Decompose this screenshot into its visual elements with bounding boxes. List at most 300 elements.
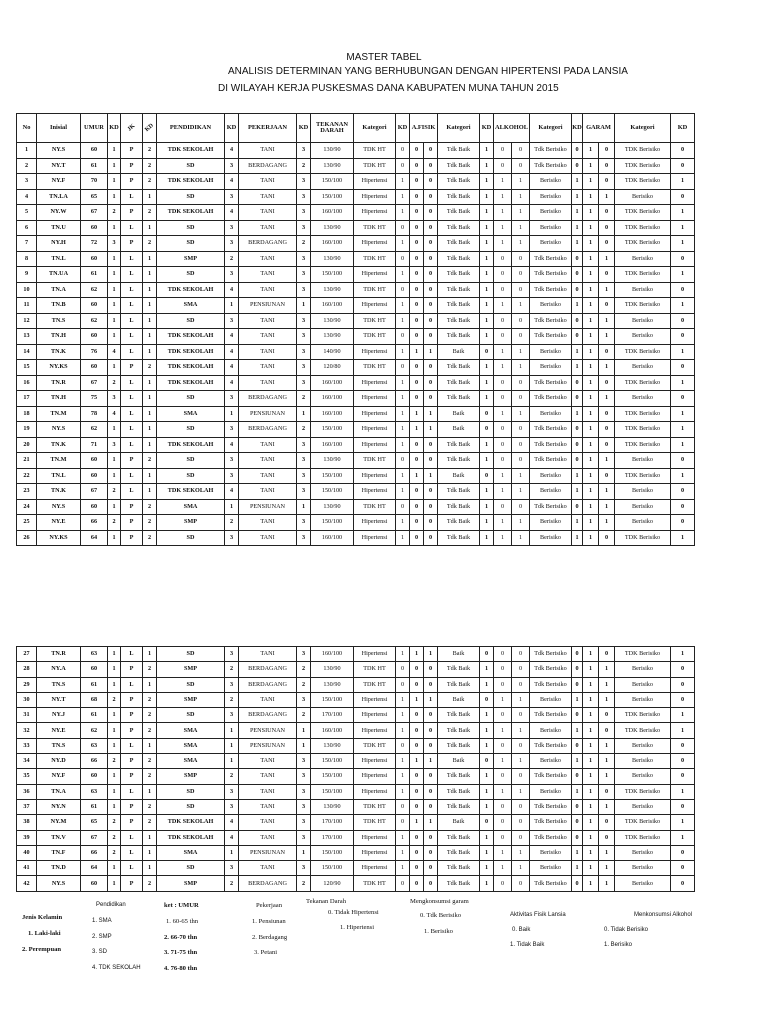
cell-alkohol-b: 0 <box>512 647 530 662</box>
cell-jk: P <box>121 815 143 830</box>
cell-kd-alkohol: 1 <box>572 515 583 531</box>
cell-kd-umur: 1 <box>108 738 121 753</box>
cell-kategori-garam: TDK Berisiko <box>615 344 671 360</box>
cell-kategori-alkohol: Berisiko <box>530 406 572 422</box>
cell-alkohol-b: 1 <box>512 861 530 876</box>
cell-jk: L <box>121 298 143 314</box>
cell-afisik-b: 0 <box>424 515 438 531</box>
cell-kd-garam: 1 <box>671 205 695 221</box>
cell-kategori-td: Hipertensi <box>354 708 396 723</box>
cell-kd-jk: 1 <box>143 484 157 500</box>
cell-kategori-fisik: Baik <box>438 815 480 830</box>
cell-tekanan-darah: 170/100 <box>311 708 354 723</box>
table-row <box>17 313 695 329</box>
cell-inisial: NY.F <box>37 769 81 784</box>
cell-kd-pendidikan: 3 <box>225 799 239 814</box>
cell-pekerjaan: BERDAGANG <box>239 391 297 407</box>
cell-kd-umur: 1 <box>108 468 121 484</box>
cell-jk: L <box>121 484 143 500</box>
cell-inisial: NY.J <box>37 708 81 723</box>
cell-afisik-b: 0 <box>424 784 438 799</box>
cell-tekanan-darah: 150/100 <box>311 515 354 531</box>
cell-kd-td: 1 <box>396 723 410 738</box>
cell-kd-pendidikan: 4 <box>225 360 239 376</box>
cell-kategori-alkohol: Tdk Berisiko <box>530 677 572 692</box>
cell-kategori-fisik: Tdk Baik <box>438 723 480 738</box>
cell-alkohol-a: 0 <box>494 422 512 438</box>
cell-pendidikan: SD <box>157 708 225 723</box>
cell-alkohol-a: 0 <box>494 647 512 662</box>
cell-no: 14 <box>17 344 37 360</box>
cell-afisik-b: 0 <box>424 830 438 845</box>
cell-kategori-td: Hipertensi <box>354 437 396 453</box>
cell-kd-pekerjaan: 3 <box>297 360 311 376</box>
cell-kategori-td: Hipertensi <box>354 484 396 500</box>
cell-jk: L <box>121 677 143 692</box>
table-row <box>17 662 695 677</box>
cell-kd-pekerjaan: 3 <box>297 830 311 845</box>
cell-kd-pendidikan: 1 <box>225 406 239 422</box>
cell-garam-b: 1 <box>599 876 615 891</box>
cell-afisik-b: 0 <box>424 662 438 677</box>
cell-kategori-garam: Berisiko <box>615 329 671 345</box>
cell-kategori-garam: TDK Berisiko <box>615 437 671 453</box>
cell-kd-pendidikan: 3 <box>225 677 239 692</box>
cell-alkohol-b: 1 <box>512 484 530 500</box>
cell-kd-alkohol: 1 <box>572 845 583 860</box>
cell-alkohol-a: 1 <box>494 754 512 769</box>
cell-kd-alkohol: 0 <box>572 499 583 515</box>
cell-kd-alkohol: 0 <box>572 251 583 267</box>
cell-kategori-alkohol: Berisiko <box>530 298 572 314</box>
cell-kd-jk: 2 <box>143 453 157 469</box>
cell-kd-alkohol: 1 <box>572 754 583 769</box>
cell-alkohol-b: 0 <box>512 437 530 453</box>
cell-kategori-fisik: Tdk Baik <box>438 876 480 891</box>
cell-afisik-b: 0 <box>424 205 438 221</box>
cell-inisial: TN.D <box>37 861 81 876</box>
cell-afisik-a: 0 <box>410 861 424 876</box>
cell-kd-garam: 1 <box>671 437 695 453</box>
cell-kd-garam: 0 <box>671 282 695 298</box>
cell-inisial: TN.M <box>37 406 81 422</box>
cell-kd-umur: 1 <box>108 267 121 283</box>
cell-pendidikan: SMA <box>157 298 225 314</box>
cell-inisial: NY.F <box>37 174 81 190</box>
cell-kd-garam: 0 <box>671 313 695 329</box>
cell-garam-a: 1 <box>583 453 599 469</box>
cell-alkohol-a: 1 <box>494 360 512 376</box>
cell-pekerjaan: TANI <box>239 754 297 769</box>
cell-kd-pekerjaan: 1 <box>297 723 311 738</box>
cell-jk: P <box>121 360 143 376</box>
cell-kategori-td: TDK HT <box>354 738 396 753</box>
cell-kd-td: 1 <box>396 468 410 484</box>
cell-garam-b: 1 <box>599 769 615 784</box>
cell-kd-umur: 2 <box>108 845 121 860</box>
cell-kd-umur: 1 <box>108 143 121 159</box>
cell-tekanan-darah: 150/100 <box>311 484 354 500</box>
cell-garam-a: 1 <box>583 313 599 329</box>
cell-kd-umur: 2 <box>108 830 121 845</box>
cell-kd-umur: 1 <box>108 647 121 662</box>
cell-kd-td: 1 <box>396 830 410 845</box>
cell-kd-alkohol: 0 <box>572 738 583 753</box>
header-kd-garam: KD <box>671 114 695 143</box>
cell-kategori-garam: TDK Berisiko <box>615 236 671 252</box>
cell-kd-td: 1 <box>396 298 410 314</box>
cell-kategori-fisik: Tdk Baik <box>438 189 480 205</box>
cell-kd-jk: 2 <box>143 799 157 814</box>
cell-garam-b: 1 <box>599 515 615 531</box>
cell-alkohol-b: 0 <box>512 662 530 677</box>
cell-tekanan-darah: 160/100 <box>311 391 354 407</box>
cell-kategori-fisik: Tdk Baik <box>438 499 480 515</box>
cell-pendidikan: TDK SEKOLAH <box>157 205 225 221</box>
table-row <box>17 484 695 500</box>
cell-kd-umur: 3 <box>108 236 121 252</box>
cell-umur: 65 <box>81 189 108 205</box>
cell-pekerjaan: TANI <box>239 251 297 267</box>
cell-kd-td: 0 <box>396 360 410 376</box>
cell-kategori-td: Hipertensi <box>354 647 396 662</box>
cell-afisik-b: 0 <box>424 313 438 329</box>
table-row <box>17 876 695 891</box>
cell-kd-td: 1 <box>396 174 410 190</box>
cell-afisik-a: 0 <box>410 876 424 891</box>
cell-pendidikan: SD <box>157 799 225 814</box>
cell-kd-garam: 0 <box>671 360 695 376</box>
cell-alkohol-a: 0 <box>494 375 512 391</box>
cell-alkohol-b: 1 <box>512 723 530 738</box>
cell-tekanan-darah: 130/90 <box>311 499 354 515</box>
cell-kategori-td: Hipertensi <box>354 391 396 407</box>
cell-jk: L <box>121 437 143 453</box>
cell-inisial: TN.B <box>37 298 81 314</box>
cell-garam-b: 1 <box>599 251 615 267</box>
cell-garam-a: 1 <box>583 344 599 360</box>
cell-kategori-alkohol: Tdk Berisiko <box>530 830 572 845</box>
cell-alkohol-a: 1 <box>494 220 512 236</box>
cell-kd-garam: 0 <box>671 391 695 407</box>
cell-pekerjaan: TANI <box>239 830 297 845</box>
table-row <box>17 784 695 799</box>
cell-kd-fisik: 1 <box>480 453 494 469</box>
cell-tekanan-darah: 130/90 <box>311 158 354 174</box>
legend-jk-1: 1. Laki-laki <box>28 930 61 937</box>
cell-afisik-a: 0 <box>410 530 424 546</box>
cell-kategori-alkohol: Tdk Berisiko <box>530 815 572 830</box>
cell-jk: L <box>121 845 143 860</box>
cell-garam-b: 0 <box>599 158 615 174</box>
cell-alkohol-b: 0 <box>512 143 530 159</box>
table-row <box>17 406 695 422</box>
cell-kategori-fisik: Baik <box>438 754 480 769</box>
cell-kategori-alkohol: Berisiko <box>530 515 572 531</box>
cell-kategori-fisik: Tdk Baik <box>438 662 480 677</box>
cell-tekanan-darah: 150/100 <box>311 174 354 190</box>
cell-afisik-b: 0 <box>424 708 438 723</box>
cell-afisik-a: 0 <box>410 360 424 376</box>
cell-kategori-td: TDK HT <box>354 677 396 692</box>
table-row <box>17 282 695 298</box>
cell-pekerjaan: TANI <box>239 282 297 298</box>
cell-kategori-td: Hipertensi <box>354 205 396 221</box>
cell-kategori-garam: TDK Berisiko <box>615 723 671 738</box>
cell-kd-garam: 1 <box>671 723 695 738</box>
cell-kd-fisik: 1 <box>480 329 494 345</box>
cell-kd-alkohol: 0 <box>572 769 583 784</box>
cell-kd-garam: 1 <box>671 298 695 314</box>
cell-alkohol-b: 1 <box>512 236 530 252</box>
cell-kd-td: 0 <box>396 799 410 814</box>
cell-no: 1 <box>17 143 37 159</box>
cell-kd-fisik: 0 <box>480 647 494 662</box>
header-pekerjaan: PEKERJAAN <box>239 114 297 143</box>
cell-kd-fisik: 1 <box>480 830 494 845</box>
cell-kd-jk: 2 <box>143 530 157 546</box>
cell-kd-pekerjaan: 3 <box>297 220 311 236</box>
table-row <box>17 845 695 860</box>
cell-pekerjaan: BERDAGANG <box>239 422 297 438</box>
cell-kd-umur: 1 <box>108 220 121 236</box>
cell-kd-jk: 2 <box>143 174 157 190</box>
cell-pekerjaan: PENSIUNAN <box>239 738 297 753</box>
cell-alkohol-b: 1 <box>512 754 530 769</box>
cell-tekanan-darah: 120/90 <box>311 876 354 891</box>
cell-kd-pekerjaan: 3 <box>297 313 311 329</box>
cell-alkohol-b: 1 <box>512 406 530 422</box>
cell-kategori-td: TDK HT <box>354 143 396 159</box>
cell-pekerjaan: TANI <box>239 437 297 453</box>
cell-garam-a: 1 <box>583 282 599 298</box>
cell-kd-td: 1 <box>396 375 410 391</box>
cell-umur: 64 <box>81 530 108 546</box>
cell-kd-jk: 1 <box>143 437 157 453</box>
cell-pendidikan: SMA <box>157 754 225 769</box>
cell-inisial: NY.A <box>37 662 81 677</box>
cell-pendidikan: SD <box>157 236 225 252</box>
cell-no: 15 <box>17 360 37 376</box>
cell-kategori-alkohol: Berisiko <box>530 360 572 376</box>
cell-tekanan-darah: 150/100 <box>311 845 354 860</box>
cell-afisik-b: 0 <box>424 189 438 205</box>
cell-no: 37 <box>17 799 37 814</box>
legend-fisik-title: Aktivitas Fisik Lansia <box>510 912 566 918</box>
cell-kd-jk: 1 <box>143 406 157 422</box>
cell-kd-pendidikan: 1 <box>225 499 239 515</box>
cell-afisik-b: 0 <box>424 158 438 174</box>
cell-kd-garam: 1 <box>671 267 695 283</box>
cell-pekerjaan: TANI <box>239 484 297 500</box>
cell-kd-fisik: 1 <box>480 484 494 500</box>
cell-kd-fisik: 1 <box>480 375 494 391</box>
cell-jk: P <box>121 236 143 252</box>
header-row <box>17 114 695 143</box>
cell-kd-jk: 1 <box>143 282 157 298</box>
cell-kategori-td: TDK HT <box>354 329 396 345</box>
cell-kd-pendidikan: 3 <box>225 313 239 329</box>
cell-kd-jk: 2 <box>143 708 157 723</box>
cell-garam-b: 0 <box>599 437 615 453</box>
legend-td-1: 1. Hipertensi <box>340 924 375 931</box>
cell-kategori-garam: Berisiko <box>615 313 671 329</box>
legend-umur-1: 1. 60-65 thn <box>166 918 199 925</box>
cell-kd-pekerjaan: 3 <box>297 861 311 876</box>
legend-umur-2: 2. 66-70 thn <box>164 934 198 941</box>
cell-no: 3 <box>17 174 37 190</box>
cell-inisial: NY.S <box>37 422 81 438</box>
cell-kategori-fisik: Tdk Baik <box>438 677 480 692</box>
cell-pekerjaan: TANI <box>239 530 297 546</box>
table-row <box>17 205 695 221</box>
cell-kd-alkohol: 0 <box>572 158 583 174</box>
cell-kategori-td: Hipertensi <box>354 422 396 438</box>
cell-afisik-a: 0 <box>410 251 424 267</box>
cell-kategori-td: Hipertensi <box>354 406 396 422</box>
cell-afisik-b: 0 <box>424 484 438 500</box>
cell-afisik-a: 0 <box>410 158 424 174</box>
cell-kategori-td: Hipertensi <box>354 861 396 876</box>
cell-alkohol-b: 0 <box>512 375 530 391</box>
cell-pendidikan: TDK SEKOLAH <box>157 282 225 298</box>
cell-kd-pekerjaan: 3 <box>297 437 311 453</box>
cell-pekerjaan: TANI <box>239 329 297 345</box>
cell-pekerjaan: TANI <box>239 815 297 830</box>
cell-alkohol-b: 1 <box>512 360 530 376</box>
legend-garam-1: 1. Berisiko <box>424 928 453 935</box>
cell-kd-pendidikan: 2 <box>225 876 239 891</box>
legend-umur-3: 3. 71-75 thn <box>164 949 198 956</box>
cell-garam-b: 1 <box>599 738 615 753</box>
cell-alkohol-b: 0 <box>512 251 530 267</box>
cell-alkohol-a: 0 <box>494 267 512 283</box>
cell-garam-b: 1 <box>599 391 615 407</box>
cell-kategori-td: Hipertensi <box>354 515 396 531</box>
cell-pekerjaan: PENSIUNAN <box>239 723 297 738</box>
table-row <box>17 647 695 662</box>
cell-kategori-td: TDK HT <box>354 453 396 469</box>
cell-kd-td: 1 <box>396 344 410 360</box>
cell-garam-a: 1 <box>583 220 599 236</box>
cell-kategori-fisik: Tdk Baik <box>438 437 480 453</box>
cell-pendidikan: SD <box>157 313 225 329</box>
cell-kategori-garam: Berisiko <box>615 754 671 769</box>
cell-kd-garam: 0 <box>671 861 695 876</box>
cell-kategori-td: TDK HT <box>354 158 396 174</box>
cell-pekerjaan: PENSIUNAN <box>239 406 297 422</box>
cell-kategori-garam: TDK Berisiko <box>615 375 671 391</box>
cell-kd-garam: 1 <box>671 468 695 484</box>
cell-garam-a: 1 <box>583 769 599 784</box>
cell-kd-alkohol: 0 <box>572 799 583 814</box>
cell-umur: 60 <box>81 769 108 784</box>
cell-kd-td: 1 <box>396 692 410 707</box>
cell-kd-jk: 2 <box>143 205 157 221</box>
cell-kd-umur: 1 <box>108 499 121 515</box>
table-row <box>17 344 695 360</box>
cell-kd-td: 0 <box>396 282 410 298</box>
cell-pendidikan: SMA <box>157 738 225 753</box>
cell-kategori-garam: Berisiko <box>615 251 671 267</box>
cell-pekerjaan: TANI <box>239 205 297 221</box>
cell-garam-a: 1 <box>583 174 599 190</box>
cell-kd-garam: 1 <box>671 236 695 252</box>
cell-kategori-garam: Berisiko <box>615 282 671 298</box>
cell-jk: P <box>121 515 143 531</box>
cell-kd-pendidikan: 2 <box>225 515 239 531</box>
legend-pend-4: 4. TDK SEKOLAH <box>92 965 141 971</box>
cell-no: 39 <box>17 830 37 845</box>
cell-kd-alkohol: 0 <box>572 677 583 692</box>
legend-fisik-0: 0. Baik <box>512 927 531 933</box>
cell-alkohol-b: 0 <box>512 799 530 814</box>
cell-no: 10 <box>17 282 37 298</box>
cell-kategori-alkohol: Berisiko <box>530 754 572 769</box>
cell-kd-alkohol: 0 <box>572 282 583 298</box>
header-kategori-fisik: Kategori <box>438 114 480 143</box>
cell-pekerjaan: TANI <box>239 468 297 484</box>
cell-kategori-garam: Berisiko <box>615 453 671 469</box>
cell-kd-fisik: 1 <box>480 861 494 876</box>
cell-jk: P <box>121 158 143 174</box>
cell-garam-a: 1 <box>583 799 599 814</box>
cell-garam-a: 1 <box>583 267 599 283</box>
cell-kategori-garam: TDK Berisiko <box>615 406 671 422</box>
cell-pekerjaan: TANI <box>239 174 297 190</box>
cell-inisial: TN.L <box>37 251 81 267</box>
cell-alkohol-b: 0 <box>512 769 530 784</box>
legend-garam-title: Mengkonsumsi garam <box>410 898 469 905</box>
cell-kategori-td: TDK HT <box>354 876 396 891</box>
cell-afisik-a: 0 <box>410 143 424 159</box>
cell-no: 38 <box>17 815 37 830</box>
cell-jk: P <box>121 143 143 159</box>
cell-kategori-garam: Berisiko <box>615 484 671 500</box>
legend-pend-3: 3. SD <box>92 949 108 955</box>
cell-tekanan-darah: 160/100 <box>311 723 354 738</box>
cell-alkohol-b: 0 <box>512 708 530 723</box>
header-umur: UMUR <box>81 114 108 143</box>
cell-umur: 60 <box>81 329 108 345</box>
cell-afisik-b: 0 <box>424 876 438 891</box>
cell-tekanan-darah: 150/100 <box>311 422 354 438</box>
cell-tekanan-darah: 130/90 <box>311 143 354 159</box>
cell-kategori-td: Hipertensi <box>354 375 396 391</box>
cell-kd-umur: 1 <box>108 530 121 546</box>
cell-jk: P <box>121 530 143 546</box>
cell-tekanan-darah: 130/90 <box>311 799 354 814</box>
cell-no: 4 <box>17 189 37 205</box>
cell-kd-fisik: 1 <box>480 769 494 784</box>
legend-alk-1: 1. Berisiko <box>604 942 633 948</box>
cell-kategori-alkohol: Berisiko <box>530 468 572 484</box>
table-row <box>17 143 695 159</box>
cell-kd-pendidikan: 4 <box>225 205 239 221</box>
cell-no: 2 <box>17 158 37 174</box>
cell-kategori-garam: TDK Berisiko <box>615 830 671 845</box>
cell-alkohol-b: 0 <box>512 815 530 830</box>
cell-kd-pekerjaan: 3 <box>297 344 311 360</box>
cell-kategori-garam: Berisiko <box>615 189 671 205</box>
cell-jk: L <box>121 189 143 205</box>
cell-kd-fisik: 1 <box>480 298 494 314</box>
cell-afisik-b: 1 <box>424 815 438 830</box>
cell-kategori-alkohol: Tdk Berisiko <box>530 799 572 814</box>
cell-kd-fisik: 1 <box>480 515 494 531</box>
cell-kd-pendidikan: 3 <box>225 189 239 205</box>
cell-garam-b: 0 <box>599 784 615 799</box>
